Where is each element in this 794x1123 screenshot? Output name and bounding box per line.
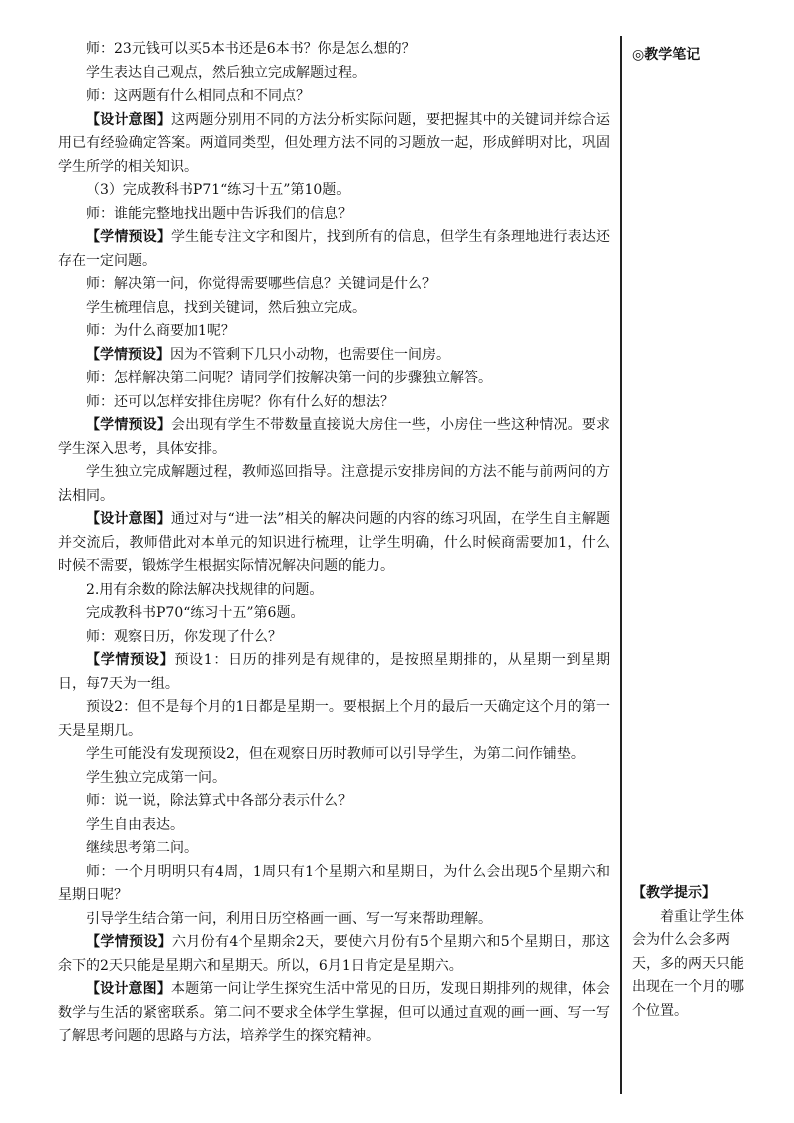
paragraph: 学生自由表达。 — [86, 816, 184, 833]
paragraph: 师：这两题有什么相同点和不同点？ — [86, 88, 310, 104]
paragraph: 学生独立完成第一问。 — [86, 769, 226, 786]
paragraph: 学生梳理信息，找到关键词，然后独立完成。 — [86, 299, 366, 316]
paragraph: 学生可能没有发现预设2，但在观察日历时教师可以引导学生，为第二问作铺垫。 — [86, 746, 585, 762]
column-divider — [620, 36, 622, 1094]
lesson-body — [58, 38, 610, 1049]
student-prediction-paragraph: 【学情预设】预设1：日历的排列是有规律的，是按照星期排的，从星期一到星期日，每7天为一组。 — [58, 652, 611, 692]
teaching-tip-title: 【教学提示】 — [632, 885, 716, 901]
student-prediction-paragraph: 【学情预设】学生能专注文字和图片，找到所有的信息，但学生有条理地进行表达还存在一定问题。 — [58, 229, 610, 269]
paragraph: 师：谁能完整地找出题中告诉我们的信息？ — [86, 205, 352, 222]
paragraph: 预设2：但不是每个月的1日都是星期一。要根据上个月的最后一天确定这个月的第一天是星期几。 — [58, 699, 610, 739]
teaching-notes-title: ◎教学笔记 — [632, 47, 701, 63]
paragraph: 师：一个月明明只有4周，1周只有1个星期六和星期日，为什么会出现5个星期六和星期日呢？ — [58, 863, 610, 903]
paragraph: 继续思考第二问。 — [86, 840, 198, 856]
paragraph: （3）完成教科书P71“练习十五”第10题。 — [86, 182, 351, 198]
design-intent-paragraph: 【设计意图】通过对与“进一法”相关的解决问题的内容的练习巩固，在学生自主解题并交流后，教师借此对本单元的知识进行梳理，让学生明确，什么时候商需要加1，什么时候不需要，锻炼学生根据实际情况解决问题的能力。 — [58, 511, 610, 574]
paragraph: 师：说一说，除法算式中各部分表示什么？ — [86, 793, 352, 809]
paragraph: 学生表达自己观点，然后独立完成解题过程。 — [86, 64, 366, 81]
design-intent-paragraph: 【设计意图】这两题分别用不同的方法分析实际问题，要把握其中的关键词并综合运用已有经验确定答案。两道同类型，但处理方法不同的习题放一起，形成鲜明对比，巩固学生所学的相关知识。 — [58, 111, 610, 175]
paragraph: 师：解决第一问，你觉得需要哪些信息？关键词是什么？ — [86, 276, 436, 292]
paragraph: 师：为什么商要加1呢？ — [86, 323, 235, 339]
section-heading: 2.用有余数的除法解决找规律的问题。 — [86, 581, 324, 598]
paragraph: 师：23元钱可以买5本书还是6本书？你是怎么想的？ — [86, 41, 416, 57]
student-prediction-paragraph: 【学情预设】因为不管剩下几只小动物，也需要住一间房。 — [86, 346, 450, 363]
paragraph: 师：还可以怎样安排住房呢？你有什么好的想法？ — [86, 393, 394, 410]
paragraph: 完成教科书P70“练习十五”第6题。 — [86, 605, 305, 621]
paragraph: 师：怎样解决第二问呢？请同学们按解决第一问的步骤独立解答。 — [86, 370, 492, 386]
teaching-tip-text: 着重让学生体会为什么会多两天，多的两天只能出现在一个月的哪个位置。 — [632, 908, 744, 1019]
teaching-tip — [632, 882, 744, 1023]
paragraph: 师：观察日历，你发现了什么？ — [86, 628, 282, 645]
student-prediction-paragraph: 【学情预设】六月份有4个星期余2天，要使六月份有5个星期六和5个星期日，那这余下的2天只能是星期六和星期天。所以，6月1日肯定是星期六。 — [58, 934, 610, 974]
student-prediction-paragraph: 【学情预设】会出现有学生不带数量直接说大房住一些，小房住一些这种情况。要求学生深入思考，具体安排。 — [58, 417, 610, 457]
paragraph: 引导学生结合第一问，利用日历空格画一画、写一写来帮助理解。 — [86, 910, 492, 927]
paragraph: 学生独立完成解题过程，教师巡回指导。注意提示安排房间的方法不能与前两问的方法相同。 — [58, 464, 610, 504]
design-intent-paragraph: 【设计意图】本题第一问让学生探究生活中常见的日历，发现日期排列的规律，体会数学与生活的紧密联系。第二问不要求全体学生掌握，但可以通过直观的画一画、写一写了解思考问题的思路与方法，培养学生的探究精神。 — [58, 981, 610, 1044]
